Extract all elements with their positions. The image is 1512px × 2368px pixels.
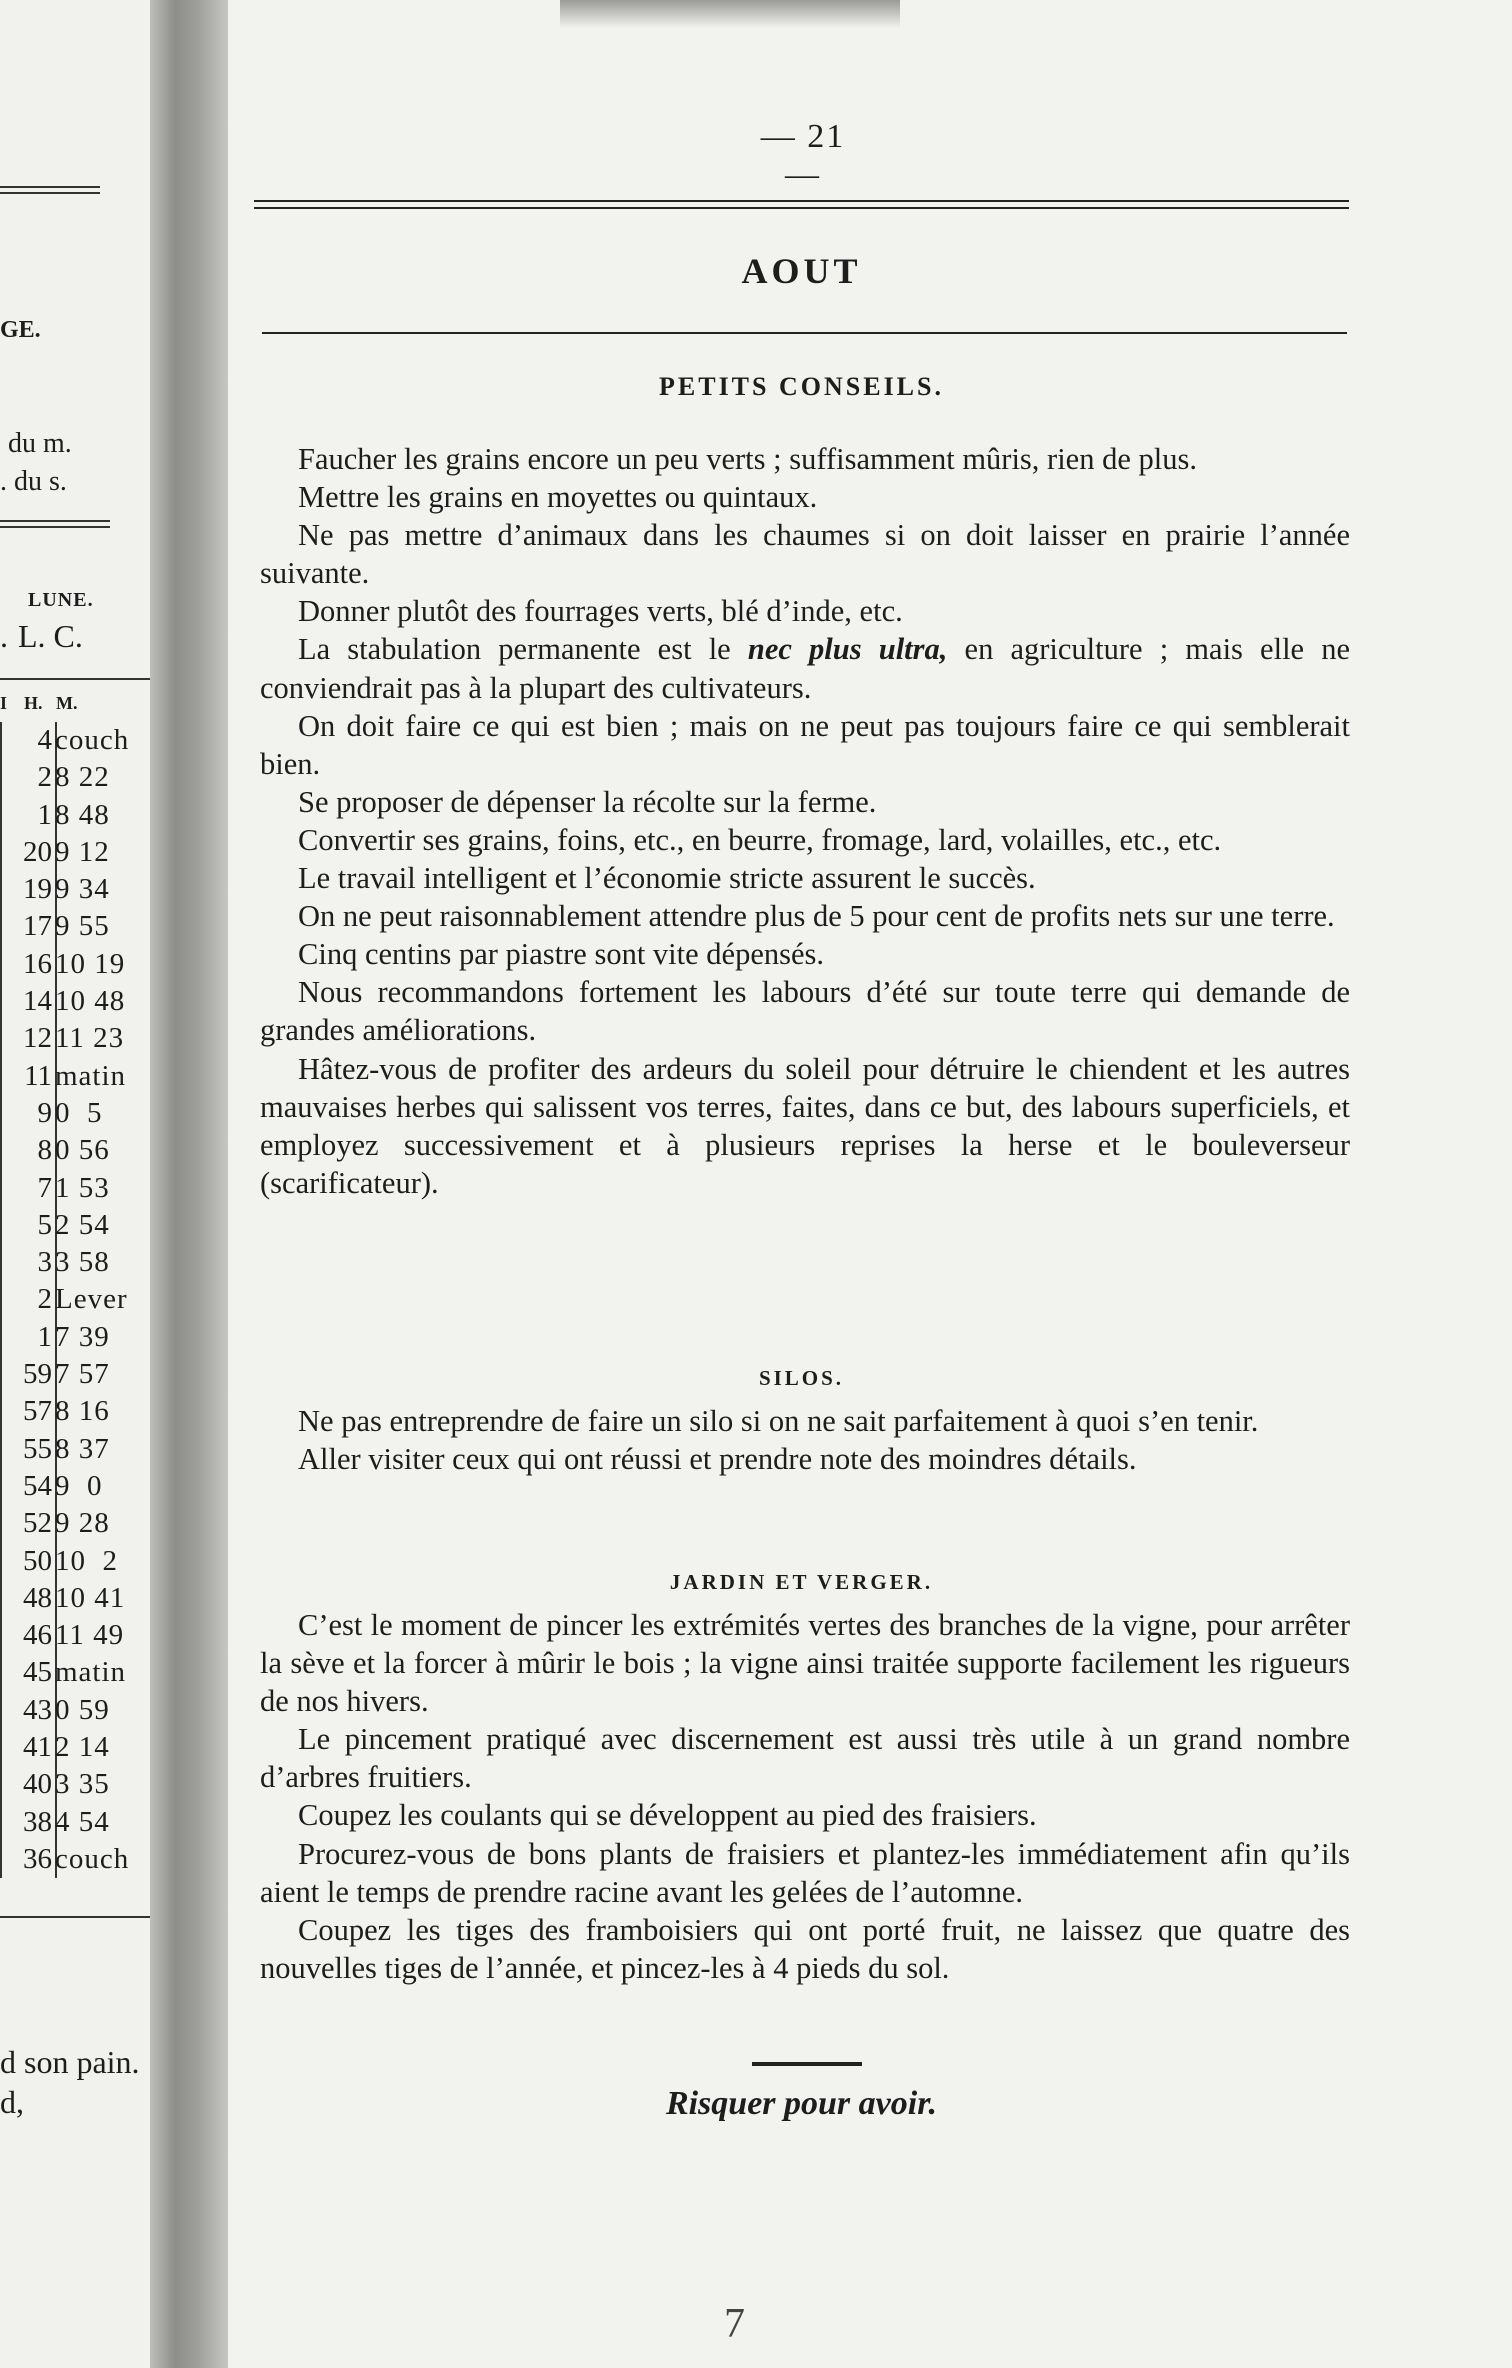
moon-row-day: 45 — [23, 1656, 52, 1689]
moon-table-row — [2, 1505, 157, 1542]
moon-row-time: 7 57 — [55, 1358, 110, 1391]
paragraph: Coupez les tiges des framboisiers qui ont porté fruit, ne laissez que quatre des nouvelles tiges de l’année, et pincez-les à 4 pieds du sol. — [260, 1912, 1350, 1985]
moon-row-day: 2 — [37, 1283, 52, 1316]
jardin-text — [260, 1606, 1350, 1987]
moon-row-time: 8 16 — [55, 1395, 110, 1428]
left-page-fragment — [0, 0, 165, 2368]
paragraph: Convertir ses grains, foins, etc., en beurre, fromage, lard, volailles, etc., etc. — [298, 822, 1222, 857]
moon-table-row — [2, 908, 157, 945]
paragraph: Procurez-vous de bons plants de fraisiers et plantez-les immédiatement afin qu’ils aient le temps de prendre racine avant les gelées de l’automne. — [260, 1836, 1350, 1909]
moon-row-time: Lever — [55, 1283, 128, 1316]
moon-row-time: 2 14 — [55, 1731, 110, 1764]
moon-table-row — [2, 1132, 157, 1169]
moon-row-day: 2 — [37, 761, 52, 794]
paragraph: Ne pas mettre d’animaux dans les chaumes si on doit laisser en prairie l’année suivante. — [260, 518, 1350, 591]
moon-row-day: 50 — [23, 1544, 52, 1577]
paragraph: Se proposer de dépenser la récolte sur la ferme. — [298, 784, 877, 819]
moon-row-time: 0 5 — [55, 1096, 103, 1129]
section-title-conseils: PETITS CONSEILS. — [659, 372, 944, 401]
moon-col-left: I — [0, 693, 8, 713]
moon-row-day: 7 — [37, 1171, 52, 1204]
moon-table-row — [2, 1654, 157, 1691]
moon-table-row — [2, 1020, 157, 1057]
moon-row-time: 9 12 — [55, 835, 110, 868]
moon-row-time: 8 48 — [55, 798, 110, 831]
moon-row-day: 14 — [23, 985, 52, 1018]
moon-table-row — [2, 1468, 157, 1505]
moon-row-day: 11 — [24, 1059, 52, 1092]
moon-row-day: 43 — [23, 1693, 52, 1726]
moon-row-time: 11 23 — [55, 1022, 125, 1055]
moon-row-day: 55 — [23, 1432, 52, 1465]
paragraph: Faucher les grains encore un peu verts ; suffisamment mûris, rien de plus. — [298, 442, 1197, 476]
closing-rule — [752, 2062, 862, 2066]
moon-table-subtitle: L. C. — [18, 618, 83, 654]
moon-row-time: matin — [55, 1656, 127, 1689]
moon-row-time: 3 58 — [55, 1246, 110, 1279]
moon-row-day: 59 — [23, 1358, 52, 1391]
section-title-silos: SILOS. — [758, 1366, 845, 1390]
moon-table-row — [2, 1244, 157, 1281]
header-double-rule — [254, 200, 1349, 209]
moon-table-row — [2, 797, 157, 834]
moon-table-row — [2, 1393, 157, 1430]
moon-row-day: 57 — [23, 1395, 52, 1428]
left-note: . du s. — [0, 466, 67, 497]
moon-row-day: 3 — [37, 1246, 52, 1279]
moon-table-row — [2, 1170, 157, 1207]
moon-row-time: 10 19 — [55, 947, 126, 980]
moon-table-row — [2, 946, 157, 983]
moon-row-time: 4 54 — [55, 1805, 110, 1838]
left-footer-line: d son pain. — [0, 2044, 140, 2080]
moon-row-day: 8 — [37, 1134, 52, 1167]
moon-row-day: 52 — [23, 1507, 52, 1540]
moon-row-time: 2 54 — [55, 1208, 110, 1241]
moon-table-row — [2, 1319, 157, 1356]
paragraph: On doit faire ce qui est bien ; mais on ne peut pas toujours faire ce qui semblerait bien. — [260, 708, 1350, 781]
text-run: en agriculture ; mais elle ne conviendrait pas à la plupart des cultivateurs. — [260, 632, 1351, 705]
moon-col-hm: H. M. — [24, 693, 78, 713]
header-rule — [262, 332, 1347, 334]
moon-row-day: 41 — [23, 1731, 52, 1764]
moon-table-row — [2, 1580, 157, 1617]
left-rule — [0, 678, 155, 680]
moon-row-time: 0 59 — [55, 1693, 110, 1726]
paragraph: Ne pas entreprendre de faire un silo si on ne sait parfaitement à quoi s’en tenir. — [298, 1404, 1259, 1438]
moon-table-row — [2, 1729, 157, 1766]
moon-row-day: 17 — [23, 910, 52, 943]
moon-row-day: 54 — [23, 1469, 52, 1502]
left-note: du m. — [8, 428, 72, 459]
moon-table-row — [2, 1431, 157, 1468]
moon-row-time: 10 48 — [55, 985, 126, 1018]
moon-row-day: 40 — [23, 1768, 52, 1801]
left-rule — [0, 1916, 155, 1918]
text-run: La stabulation permanente est le — [298, 632, 731, 667]
moon-row-day: 20 — [23, 835, 52, 868]
moon-row-time: 3 35 — [55, 1768, 110, 1801]
left-rule — [0, 192, 100, 194]
moon-table-row — [2, 1543, 157, 1580]
moon-row-time: 9 28 — [55, 1507, 110, 1540]
moon-row-day: 1 — [37, 798, 52, 831]
moon-table-title: LUNE. — [28, 589, 94, 611]
paragraph: Mettre les grains en moyettes ou quintaux. — [298, 480, 818, 515]
moon-table-row — [2, 759, 157, 796]
left-rule — [0, 526, 110, 528]
moon-table-row — [2, 722, 157, 759]
moon-table-row — [2, 871, 157, 908]
latin-phrase: nec plus ultra, — [747, 632, 948, 667]
motto: Risquer pour avoir. — [665, 2085, 938, 2122]
moon-table-row — [2, 1356, 157, 1393]
moon-row-day: 1 — [37, 1320, 52, 1353]
paragraph: C’est le moment de pincer les extrémités vertes des branches de la vigne, pour arrêter la sève et la forcer à mûrir le bois ; la vigne ainsi traitée supporte facilement les rigueurs de nos hivers. — [260, 1608, 1350, 1719]
moon-row-time: 8 37 — [55, 1432, 110, 1465]
section-title-jardin: JARDIN ET VERGER. — [669, 1570, 934, 1594]
moon-row-day: 4 — [37, 724, 52, 756]
moon-row-time: 7 39 — [55, 1320, 110, 1353]
moon-table-row — [2, 1617, 157, 1654]
moon-row-time: 9 0 — [55, 1469, 103, 1502]
moon-row-day: 19 — [23, 873, 52, 906]
paragraph: Hâtez-vous de profiter des ardeurs du soleil pour détruire le chiendent et les autres mauvaises herbes qui salissent vos terres, faites, dans ce but, des labours superficiels, et employez successivement et à plusieurs reprises la herse et le bouleverseur (scarificateur). — [260, 1051, 1350, 1200]
left-rule — [0, 520, 110, 522]
conseils-text — [260, 440, 1350, 1202]
moon-row-day: 16 — [23, 947, 52, 980]
moon-table-row — [2, 1804, 157, 1841]
paragraph: Le travail intelligent et l’économie stricte assurent le succès. — [298, 861, 1036, 896]
moon-row-time: 11 49 — [55, 1619, 125, 1652]
moon-table-row — [2, 834, 157, 871]
page-number: — 21 — — [760, 118, 846, 193]
paragraph: Aller visiter ceux qui ont réussi et prendre note des moindres détails. — [298, 1442, 1137, 1477]
silos-text — [260, 1402, 1350, 1478]
moon-row-time: 10 2 — [55, 1544, 118, 1577]
moon-table-row — [2, 1058, 157, 1095]
paragraph: Donner plutôt des fourrages verts, blé d’inde, etc. — [298, 594, 903, 629]
moon-row-day: 38 — [23, 1805, 52, 1838]
paragraph: Le pincement pratiqué avec discernement est aussi très utile à un grand nombre d’arbres fruitiers. — [260, 1722, 1350, 1795]
moon-row-time: couch — [55, 724, 130, 756]
moon-row-time: matin — [55, 1059, 127, 1092]
left-heading-fragment: GE. — [0, 317, 41, 343]
moon-row-day: 9 — [37, 1096, 52, 1129]
book-gutter — [150, 0, 235, 2368]
moon-row-time: 9 55 — [55, 910, 110, 943]
paragraph — [260, 630, 1350, 706]
moon-row-time: 9 34 — [55, 873, 110, 906]
top-shadow — [560, 0, 900, 28]
moon-table-row — [2, 1207, 157, 1244]
paragraph: Cinq centins par piastre sont vite dépensés. — [298, 937, 825, 972]
moon-row-day: 48 — [23, 1581, 52, 1614]
moon-row-day: 12 — [23, 1022, 52, 1055]
moon-table-row — [2, 1841, 157, 1878]
moon-row-time: 10 41 — [55, 1581, 126, 1614]
moon-table-row — [2, 983, 157, 1020]
moon-table-row — [2, 1095, 157, 1132]
moon-table — [0, 722, 157, 1878]
moon-row-day: 36 — [23, 1842, 52, 1875]
moon-row-day: 46 — [23, 1619, 52, 1652]
moon-row-time: couch — [55, 1842, 130, 1875]
moon-row-time: 0 56 — [55, 1134, 110, 1167]
moon-row-day: 5 — [37, 1208, 52, 1241]
moon-row-time: 8 22 — [55, 761, 110, 794]
paragraph: Coupez les coulants qui se développent au pied des fraisiers. — [298, 1798, 1037, 1833]
left-rule — [0, 186, 100, 188]
moon-table-row — [2, 1692, 157, 1729]
moon-row-time: 1 53 — [55, 1171, 110, 1204]
month-title: AOUT — [741, 251, 862, 291]
pencil-mark: 7 — [724, 2301, 745, 2347]
paragraph: Nous recommandons fortement les labours d’été sur toute terre qui demande de grandes améliorations. — [260, 975, 1350, 1048]
moon-table-prefix: . — [0, 618, 8, 654]
paragraph: On ne peut raisonnablement attendre plus de 5 pour cent de profits nets sur une terre. — [298, 899, 1335, 934]
left-footer-line: d, — [0, 2084, 24, 2120]
moon-table-row — [2, 1766, 157, 1803]
moon-table-row — [2, 1281, 157, 1318]
